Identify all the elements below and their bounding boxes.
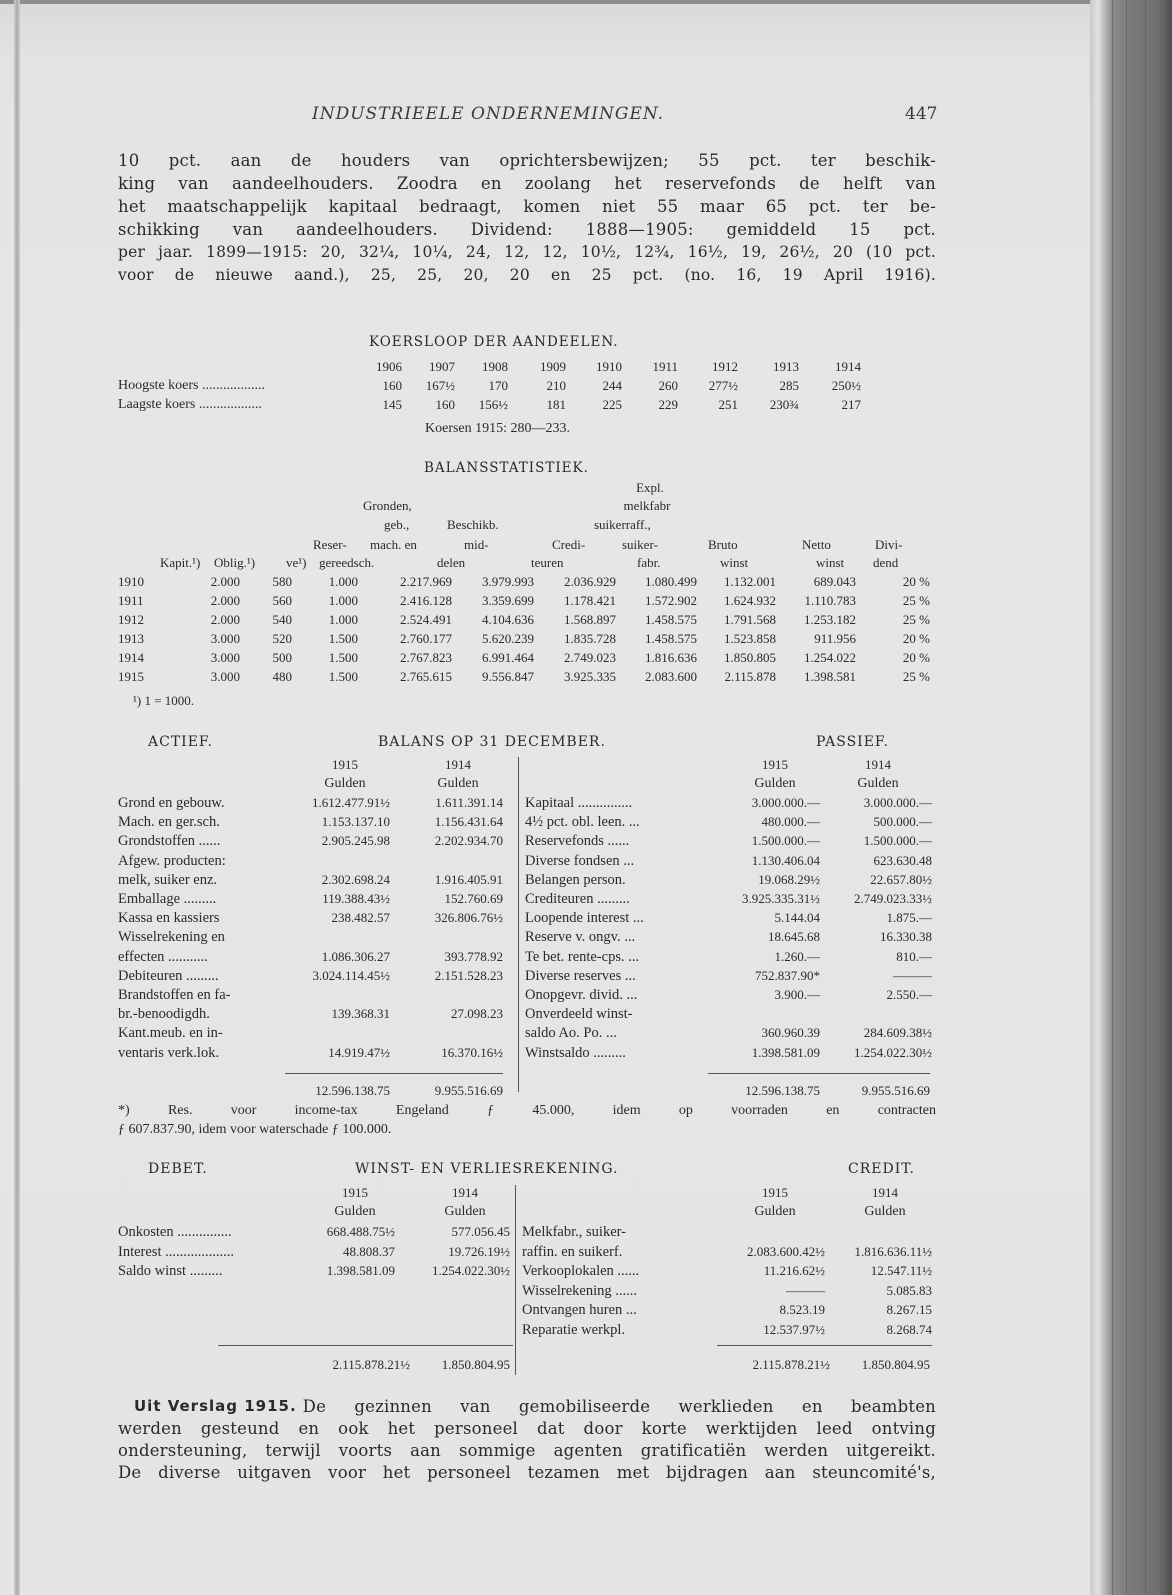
- koers-hoogste: 170: [488, 378, 508, 393]
- koers-year: 1908: [482, 359, 508, 374]
- actief-item-label: Afgew. producten:: [118, 852, 226, 869]
- koers-row-label: Hoogste koers ..................: [118, 378, 265, 393]
- balansstatistiek-cell: 1913: [118, 631, 144, 646]
- passief-year-a: 1915: [762, 757, 788, 772]
- passief-item-label: Belangen person.: [525, 871, 626, 888]
- actief-item-1915: 1.153.137.10: [321, 814, 390, 830]
- koers-hoogste: 277½: [708, 378, 738, 393]
- passief-item-1914: 16.330.38: [880, 929, 932, 945]
- balansstatistiek-cell: 1914: [118, 650, 144, 665]
- actief-item-label: Emballage .........: [118, 891, 217, 907]
- balansstatistiek-cell: 20 %: [902, 650, 930, 665]
- actief-year-a: 1915: [332, 757, 358, 772]
- passief-total-b: 9.955.516.69: [861, 1083, 930, 1098]
- balansstatistiek-cell: 1.624.932: [724, 593, 776, 608]
- actief-item-1915: 1.612.477.91½: [312, 795, 390, 810]
- actief-item-label: br.-benoodigdh.: [118, 1006, 210, 1023]
- col-header-gereedsch: gereedsch.: [319, 555, 375, 570]
- passief-item-1914: ———: [893, 967, 932, 983]
- balansstatistiek-cell: 2.000: [210, 574, 240, 589]
- balansstatistiek-cell: 20 %: [902, 631, 930, 646]
- actief-title: ACTIEF.: [148, 734, 213, 750]
- balansstatistiek-cell: 1.791.568: [724, 612, 776, 627]
- balansstatistiek-cell: 1.000: [328, 612, 358, 627]
- koers-year: 1911: [652, 359, 678, 374]
- credit-item-label: Wisselrekening ......: [522, 1282, 637, 1299]
- actief-item-label: Kassa en kassiers: [118, 910, 220, 927]
- credit-unit-a: Gulden: [754, 1204, 796, 1219]
- koers-laagste: 156½: [478, 397, 508, 412]
- balansstatistiek-cell: 5.620.239: [482, 631, 534, 646]
- balansstatistiek-cell: 1.110.783: [804, 593, 856, 608]
- koers-hoogste: 285: [779, 378, 799, 393]
- koers-laagste: 229: [658, 397, 678, 412]
- credit-item-label: Melkfabr., suiker-: [522, 1224, 626, 1240]
- actief-item-label: Grondstoffen ......: [118, 833, 221, 850]
- col-header-mid: mid-: [464, 537, 489, 552]
- intro-line: het maatschappelijk kapitaal bedraagt, komen niet 55 maar 65 pct. ter be-: [118, 197, 936, 216]
- koers-year: 1906: [376, 359, 402, 374]
- balansstatistiek-cell: 3.000: [210, 669, 240, 684]
- balansstatistiek-cell: 2.115.878: [724, 669, 776, 684]
- page-left-edge: [14, 0, 20, 1595]
- koers-laagste: 160: [435, 397, 455, 412]
- col-header-suikerraff: suikerraff.,: [594, 517, 651, 532]
- actief-total-b: 9.955.516.69: [434, 1083, 503, 1098]
- passief-item-1914: 284.609.38½: [863, 1025, 932, 1041]
- koers-hoogste: 160: [382, 378, 402, 393]
- actief-item-1915: 14.919.47½: [328, 1044, 390, 1060]
- passief-item-1915: 752.837.90*: [755, 967, 820, 983]
- koers-year: 1909: [540, 359, 566, 374]
- balans-footnote-line: *) Res. voor income-tax Engeland ƒ 45.000, idem op voorraden en contracten: [118, 1103, 936, 1118]
- passief-item-1915: 1.500.000.—: [751, 833, 820, 849]
- credit-item-label: Ontvangen huren ...: [522, 1302, 637, 1318]
- actief-item-label: Grond en gebouw.: [118, 795, 225, 811]
- passief-item-label: 4½ pct. obl. leen. ...: [525, 814, 640, 831]
- actief-item-1914: 2.202.934.70: [434, 833, 503, 849]
- actief-unit-b: Gulden: [437, 776, 479, 791]
- balansstatistiek-cell: 6.991.464: [482, 650, 534, 665]
- passief-total-rule: [708, 1073, 930, 1074]
- actief-item-1915: 2.905.245.98: [321, 833, 390, 849]
- balansstatistiek-cell: 1.458.575: [645, 612, 697, 627]
- verslag-line: De gezinnen van gemobiliseerde werklieden en beambten: [302, 1397, 936, 1416]
- actief-item-1914: 1.156.431.64: [434, 814, 503, 830]
- debet-item-1914: 577.056.45: [451, 1224, 510, 1239]
- book-spine: [1090, 0, 1172, 1595]
- koers-laagste: 145: [382, 397, 402, 412]
- actief-year-b: 1914: [445, 757, 471, 772]
- balansstatistiek-cell: 2.217.969: [400, 574, 452, 589]
- passief-item-1914: 1.254.022.30½: [854, 1044, 932, 1060]
- koers-hoogste: 250½: [831, 378, 861, 393]
- balansstatistiek-footnote: ¹) 1 = 1000.: [133, 693, 195, 708]
- koers-hoogste: 244: [602, 378, 622, 393]
- debet-item-1914: 1.254.022.30½: [432, 1263, 510, 1278]
- actief-item-1915: 119.388.43½: [322, 891, 390, 906]
- balansstatistiek-cell: 1912: [118, 612, 144, 627]
- credit-title: CREDIT.: [848, 1161, 915, 1177]
- balans-footnote-line: ƒ 607.837.90, idem voor waterschade ƒ 100.000.: [118, 1122, 392, 1137]
- credit-item-label: Reparatie werkpl.: [522, 1321, 626, 1338]
- actief-item-label: Wisselrekening en: [118, 929, 225, 946]
- debet-item-1914: 19.726.19½: [448, 1243, 510, 1259]
- balansstatistiek-cell: 520: [272, 631, 292, 646]
- col-header-bruto: Bruto: [708, 537, 738, 552]
- credit-item-1915: 2.083.600.42½: [747, 1243, 825, 1259]
- balansstatistiek-title: BALANSSTATISTIEK.: [424, 460, 589, 476]
- actief-item-label: ventaris verk.lok.: [118, 1044, 220, 1061]
- col-header-beschikb: Beschikb.: [447, 517, 499, 532]
- balansstatistiek-cell: 1.568.897: [564, 612, 616, 627]
- col-header-divi: Divi-: [875, 537, 903, 552]
- passief-item-1915: 1.130.406.04: [751, 852, 820, 868]
- verslag-lead: Uit Verslag 1915.: [134, 1397, 297, 1415]
- credit-item-label: Verkooplokalen ......: [522, 1263, 640, 1279]
- col-header-expl: Expl.: [636, 480, 664, 495]
- col-header-ve: ve¹): [286, 555, 307, 570]
- passief-item-1915: 3.925.335.31½: [742, 891, 820, 906]
- balansstatistiek-cell: 3.000: [210, 631, 240, 646]
- balansstatistiek-cell: 1.178.421: [564, 593, 616, 608]
- balansstatistiek-cell: 3.000: [210, 650, 240, 665]
- debet-total-rule: [218, 1345, 513, 1346]
- balansstatistiek-cell: 3.979.993: [482, 574, 534, 589]
- running-header-title: INDUSTRIEELE ONDERNEMINGEN.: [312, 104, 665, 124]
- actief-item-1915: 3.024.114.45½: [312, 967, 390, 983]
- balansstatistiek-cell: 2.760.177: [400, 631, 452, 646]
- passief-item-label: Onverdeeld winst-: [525, 1006, 633, 1023]
- actief-item-label: melk, suiker enz.: [118, 871, 218, 888]
- credit-total-b: 1.850.804.95: [861, 1357, 930, 1372]
- passief-item-label: Crediteuren .........: [525, 891, 630, 907]
- koers-hoogste: 260: [658, 378, 678, 393]
- col-header-fabr: fabr.: [637, 555, 661, 570]
- passief-item-label: Diverse fondsen ...: [525, 852, 635, 869]
- debet-item-1915: 668.488.75½: [326, 1224, 395, 1239]
- actief-item-label: Debiteuren .........: [118, 967, 219, 984]
- actief-item-1914: 326.806.76½: [434, 910, 503, 926]
- verslag-first-line: [134, 1397, 936, 1416]
- credit-item-1914: 8.268.74: [886, 1321, 932, 1337]
- koers-laagste: 230¾: [769, 397, 799, 412]
- passief-item-label: Te bet. rente-cps. ...: [525, 948, 640, 965]
- passief-unit-b: Gulden: [857, 776, 899, 791]
- debet-item-label: Interest ...................: [118, 1243, 234, 1260]
- koers-laagste: 251: [718, 397, 738, 412]
- col-header-winst: winst: [720, 555, 749, 570]
- balansstatistiek-cell: 500: [272, 650, 292, 665]
- col-header-delen: delen: [437, 555, 466, 570]
- col-header-winst: winst: [816, 555, 845, 570]
- balansstatistiek-cell: 1.816.636: [645, 650, 697, 665]
- passief-item-1915: 19.068.29½: [758, 871, 820, 887]
- balansstatistiek-cell: 2.036.929: [564, 574, 616, 589]
- col-header-netto: Netto: [802, 537, 831, 552]
- actief-item-1915: 139.368.31: [331, 1006, 390, 1022]
- col-header-kapit: Kapit.¹): [160, 555, 201, 570]
- passief-item-1915: 18.645.68: [768, 929, 820, 945]
- intro-line: voor de nieuwe aand.), 25, 25, 20, 20 en 25 pct. (no. 16, 19 April 1916).: [118, 266, 936, 284]
- balansstatistiek-cell: 1.572.902: [645, 593, 697, 608]
- actief-item-label: Kant.meub. en in-: [118, 1025, 223, 1042]
- passief-item-1914: 22.657.80½: [870, 871, 932, 887]
- balansstatistiek-cell: 2.749.023: [564, 650, 616, 665]
- debet-item-1915: 48.808.37: [343, 1243, 395, 1259]
- balansstatistiek-cell: 2.000: [210, 593, 240, 608]
- koers-year: 1907: [429, 359, 455, 374]
- passief-item-label: Reserve v. ongv. ...: [525, 929, 636, 946]
- actief-item-1915: 1.086.306.27: [321, 948, 390, 964]
- credit-year-b: 1914: [872, 1185, 898, 1200]
- balansstatistiek-cell: 1.500: [328, 650, 358, 665]
- koers-hoogste: 167½: [425, 378, 455, 393]
- intro-line: per jaar. 1899—1915: 20, 32¼, 10¼, 24, 12, 12, 10½, 12¾, 16½, 19, 26½, 20 (10 pct.: [118, 243, 936, 261]
- balansstatistiek-cell: 4.104.636: [482, 612, 534, 627]
- actief-item-1914: 16.370.16½: [441, 1044, 503, 1060]
- credit-item-1914: 12.547.11½: [870, 1263, 932, 1278]
- col-header-credi: Credi-: [552, 537, 586, 552]
- col-header-gronden: Gronden,: [363, 498, 412, 513]
- balans-divider: [518, 757, 519, 1092]
- credit-total-a: 2.115.878.21½: [752, 1357, 830, 1372]
- passief-item-label: Loopende interest ...: [525, 910, 644, 927]
- balansstatistiek-cell: 1.398.581: [804, 669, 856, 684]
- koersloop-title: KOERSLOOP DER AANDEELEN.: [369, 334, 619, 350]
- balansstatistiek-cell: 25 %: [902, 612, 930, 627]
- col-header-mach: mach. en: [370, 537, 417, 552]
- koersen-1915-note: Koersen 1915: 280—233.: [425, 421, 571, 436]
- balansstatistiek-cell: 2.767.823: [400, 650, 452, 665]
- balansstatistiek-cell: 911.956: [814, 631, 856, 646]
- balansstatistiek-cell: 689.043: [813, 574, 856, 589]
- debet-year-b: 1914: [452, 1185, 478, 1200]
- balansstatistiek-cell: 25 %: [902, 593, 930, 608]
- passief-item-label: saldo Ao. Po. ...: [525, 1025, 617, 1042]
- passief-unit-a: Gulden: [754, 776, 796, 791]
- passief-item-1915: 3.900.—: [774, 987, 820, 1002]
- debet-total-a: 2.115.878.21½: [332, 1357, 410, 1372]
- actief-unit-a: Gulden: [324, 776, 366, 791]
- passief-item-1914: 500.000.—: [873, 814, 932, 830]
- koers-laagste: 181: [546, 397, 566, 412]
- koers-year: 1914: [835, 359, 861, 374]
- actief-item-1914: 1.611.391.14: [435, 795, 503, 810]
- balansstatistiek-cell: 1.132.001: [724, 574, 776, 589]
- credit-item-label: raffin. en suikerf.: [522, 1243, 623, 1260]
- balansstatistiek-cell: 2.000: [210, 612, 240, 627]
- page-top-edge: [0, 0, 1090, 4]
- balansstatistiek-cell: 480: [272, 669, 292, 684]
- actief-total-a: 12.596.138.75: [315, 1083, 390, 1098]
- passief-item-label: Reservefonds ......: [525, 833, 630, 850]
- balansstatistiek-cell: 1.500: [328, 631, 358, 646]
- credit-item-1915: 8.523.19: [779, 1302, 825, 1317]
- passief-item-label: Kapitaal ...............: [525, 795, 633, 811]
- passief-item-1915: 1.398.581.09: [751, 1044, 820, 1060]
- balansstatistiek-cell: 1.850.805: [724, 650, 776, 665]
- intro-line: king van aandeelhouders. Zoodra en zoolang het reservefonds de helft van: [118, 174, 936, 193]
- balansstatistiek-cell: 3.925.335: [564, 669, 616, 684]
- actief-item-label: effecten ...........: [118, 948, 208, 965]
- col-header-geb: geb.,: [384, 517, 410, 532]
- credit-item-1914: 5.085.83: [886, 1282, 932, 1298]
- passief-item-label: Onopgevr. divid. ...: [525, 987, 638, 1003]
- actief-item-1915: 2.302.698.24: [321, 871, 390, 887]
- actief-total-rule: [285, 1073, 503, 1074]
- col-header-suiker: suiker-: [622, 537, 658, 552]
- koers-year: 1913: [773, 359, 799, 374]
- balansstatistiek-cell: 1911: [118, 593, 144, 608]
- balansstatistiek-cell: 9.556.847: [482, 669, 534, 684]
- passief-item-1914: 3.000.000.—: [863, 795, 932, 810]
- actief-item-1914: 393.778.92: [444, 948, 503, 964]
- passief-item-1914: 623.630.48: [873, 852, 932, 868]
- passief-title: PASSIEF.: [816, 734, 889, 750]
- credit-total-rule: [717, 1345, 932, 1346]
- debet-item-label: Saldo winst .........: [118, 1263, 223, 1279]
- balansstatistiek-cell: 1.000: [328, 574, 358, 589]
- page-number: 447: [905, 104, 938, 124]
- balansstatistiek-cell: 2.083.600: [645, 669, 697, 684]
- balansstatistiek-cell: 1.500: [328, 669, 358, 684]
- debet-item-label: Onkosten ...............: [118, 1224, 232, 1240]
- col-header-melkfabr: melkfabr: [623, 498, 671, 513]
- koers-row-label: Laagste koers ..................: [118, 397, 262, 412]
- passief-item-1915: 360.960.39: [761, 1025, 820, 1041]
- passief-total-a: 12.596.138.75: [745, 1083, 820, 1098]
- actief-item-1914: 2.151.528.23: [434, 967, 503, 983]
- verslag-line: De diverse uitgaven voor het personeel tezamen met bijdragen aan steuncomité's,: [118, 1463, 936, 1482]
- balansstatistiek-cell: 25 %: [902, 669, 930, 684]
- verslag-line: werden gesteund en ook het personeel dat door korte werktijden leed ontving: [118, 1419, 936, 1438]
- balansstatistiek-cell: 1.458.575: [645, 631, 697, 646]
- balansstatistiek-cell: 1.000: [328, 593, 358, 608]
- balansstatistiek-cell: 1.835.728: [564, 631, 616, 646]
- actief-item-1914: 27.098.23: [451, 1006, 503, 1022]
- balansstatistiek-cell: 2.765.615: [400, 669, 452, 684]
- debet-unit-a: Gulden: [334, 1204, 376, 1219]
- passief-item-1914: 1.875.—: [886, 910, 932, 926]
- balansstatistiek-cell: 560: [272, 593, 292, 608]
- actief-item-label: Mach. en ger.sch.: [118, 814, 220, 831]
- balansstatistiek-cell: 1910: [118, 574, 144, 589]
- actief-item-label: Brandstoffen en fa-: [118, 987, 231, 1003]
- actief-item-1914: 1.916.405.91: [434, 871, 503, 887]
- passief-item-1915: 5.144.04: [774, 910, 820, 926]
- debet-total-b: 1.850.804.95: [441, 1357, 510, 1372]
- passief-item-label: Diverse reserves ...: [525, 967, 636, 984]
- verslag-line: ondersteuning, terwijl voorts aan sommige agenten gratificatiën werden uitgereikt.: [118, 1441, 936, 1460]
- balansstatistiek-cell: 1.253.182: [804, 612, 856, 627]
- passief-item-1915: 1.260.—: [774, 948, 820, 964]
- balansstatistiek-cell: 540: [272, 612, 292, 627]
- passief-item-label: Winstsaldo .........: [525, 1044, 626, 1061]
- balansstatistiek-cell: 2.416.128: [400, 593, 452, 608]
- intro-line: 10 pct. aan de houders van oprichtersbewijzen; 55 pct. ter beschik-: [118, 151, 936, 170]
- credit-unit-b: Gulden: [864, 1204, 906, 1219]
- passief-year-b: 1914: [865, 757, 891, 772]
- credit-item-1914: 1.816.636.11½: [854, 1243, 932, 1259]
- col-header-oblig: Oblig.¹): [214, 555, 256, 570]
- balansstatistiek-cell: 1.523.858: [724, 631, 776, 646]
- koers-year: 1910: [596, 359, 622, 374]
- debet-item-1915: 1.398.581.09: [326, 1263, 395, 1278]
- debet-year-a: 1915: [342, 1185, 368, 1200]
- winst-title: WINST- EN VERLIESREKENING.: [355, 1161, 619, 1177]
- balansstatistiek-cell: 580: [272, 574, 292, 589]
- actief-item-1914: 152.760.69: [444, 891, 503, 906]
- col-header-teuren: teuren: [531, 555, 564, 570]
- debet-unit-b: Gulden: [444, 1204, 486, 1219]
- credit-year-a: 1915: [762, 1185, 788, 1200]
- passief-item-1914: 810.—: [896, 948, 932, 964]
- credit-item-1915: 11.216.62½: [763, 1263, 825, 1278]
- actief-item-1915: 238.482.57: [331, 910, 390, 926]
- credit-item-1914: 8.267.15: [886, 1302, 932, 1317]
- credit-item-1915: ———: [786, 1282, 825, 1298]
- col-header-reser: Reser-: [313, 537, 347, 552]
- balans-title: BALANS OP 31 DECEMBER.: [378, 734, 606, 750]
- passief-item-1914: 1.500.000.—: [863, 833, 932, 849]
- winst-divider: [515, 1185, 516, 1375]
- col-header-dend: dend: [873, 555, 899, 570]
- passief-item-1915: 3.000.000.—: [751, 795, 820, 810]
- debet-title: DEBET.: [148, 1161, 208, 1177]
- passief-item-1915: 480.000.—: [761, 814, 820, 830]
- balansstatistiek-cell: 1915: [118, 669, 144, 684]
- credit-item-1915: 12.537.97½: [763, 1321, 825, 1337]
- koers-hoogste: 210: [546, 378, 566, 393]
- koers-year: 1912: [712, 359, 738, 374]
- koers-laagste: 217: [841, 397, 861, 412]
- intro-line: schikking van aandeelhouders. Dividend: 1888—1905: gemiddeld 15 pct.: [118, 220, 936, 239]
- balansstatistiek-cell: 2.524.491: [400, 612, 452, 627]
- passief-item-1914: 2.550.—: [886, 987, 932, 1002]
- balansstatistiek-cell: 1.254.022: [804, 650, 856, 665]
- balansstatistiek-cell: 3.359.699: [482, 593, 534, 608]
- passief-item-1914: 2.749.023.33½: [854, 891, 932, 906]
- balansstatistiek-cell: 1.080.499: [645, 574, 697, 589]
- koers-laagste: 225: [602, 397, 622, 412]
- balansstatistiek-cell: 20 %: [902, 574, 930, 589]
